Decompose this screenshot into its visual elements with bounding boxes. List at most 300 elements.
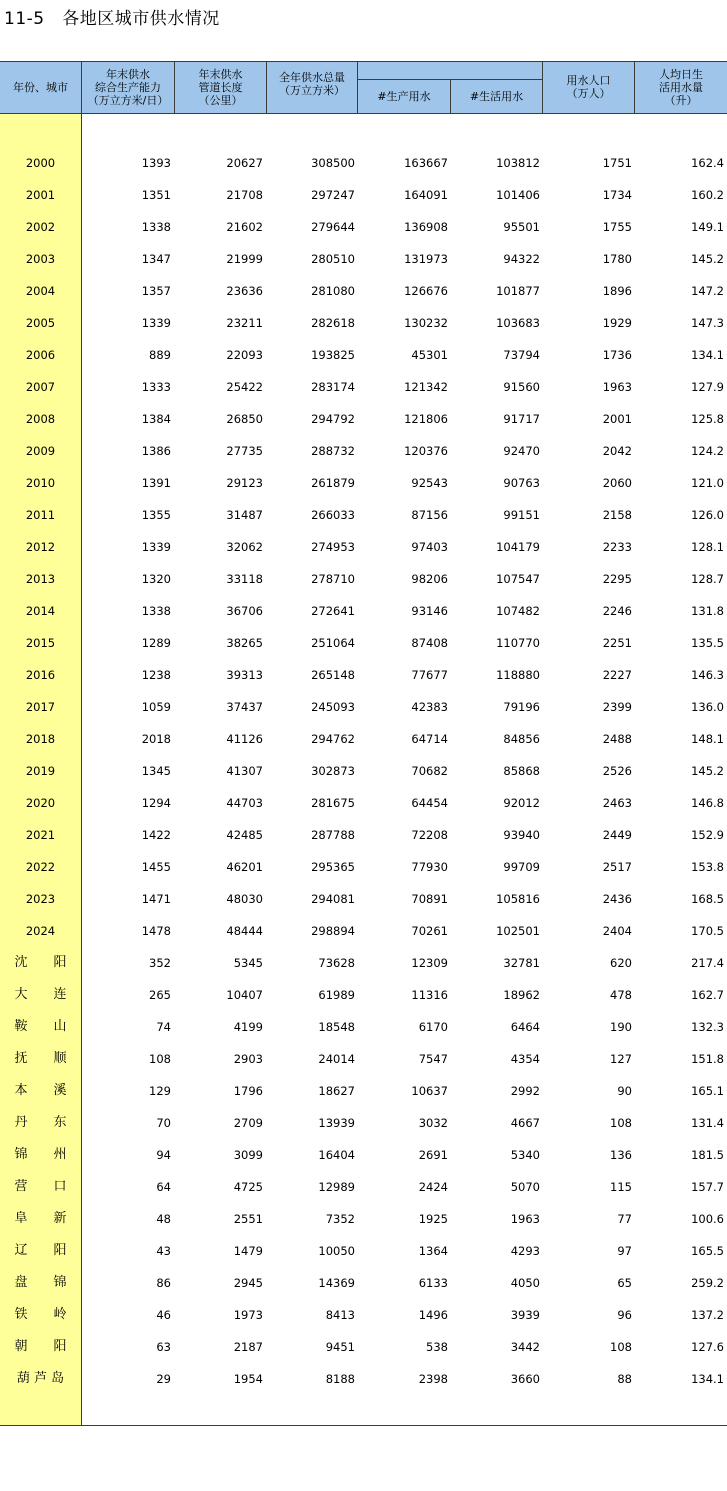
total-cell: 16404 [318,1148,355,1162]
production-cell: 3032 [418,1116,448,1130]
domestic-cell: 104179 [496,540,540,554]
pipeline-cell: 41126 [226,732,263,746]
domestic-cell: 99151 [503,508,540,522]
domestic-cell: 4667 [510,1116,540,1130]
table-row [0,595,727,627]
population-cell: 2404 [602,924,632,938]
production-cell: 1925 [418,1212,448,1226]
population-cell: 2246 [602,604,632,618]
domestic-cell: 4354 [510,1052,540,1066]
per-capita-cell: 153.8 [691,860,724,874]
population-cell: 1736 [602,348,632,362]
population-cell: 1780 [602,252,632,266]
per-capita-cell: 136.0 [691,700,724,714]
total-cell: 302873 [311,764,355,778]
domestic-cell: 103683 [496,316,540,330]
header-domestic: #生活用水 [469,90,524,103]
production-cell: 64454 [411,796,448,810]
capacity-cell: 1386 [141,444,171,458]
city-label: 阜 新 [14,1211,67,1226]
per-capita-cell: 162.7 [691,988,724,1002]
population-cell: 2295 [602,572,632,586]
total-cell: 9451 [325,1340,355,1354]
table-row [0,1363,727,1395]
header-population: 用水人口 （万人） [566,74,611,100]
table-row [0,147,727,179]
per-capita-cell: 127.6 [691,1340,724,1354]
year-label: 2004 [25,284,56,298]
total-cell: 8188 [325,1372,355,1386]
pipeline-cell: 48444 [226,924,263,938]
total-cell: 261879 [311,476,355,490]
table-row [0,211,727,243]
total-cell: 13939 [318,1116,355,1130]
population-cell: 2526 [602,764,632,778]
city-label: 葫 芦 岛 [16,1371,65,1386]
per-capita-cell: 149.1 [691,220,724,234]
table-row [0,531,727,563]
capacity-cell: 1333 [141,380,171,394]
production-cell: 538 [426,1340,448,1354]
domestic-cell: 79196 [503,700,540,714]
per-capita-cell: 131.8 [691,604,724,618]
population-cell: 1896 [602,284,632,298]
table-row [0,1299,727,1331]
table-row [0,915,727,947]
pipeline-cell: 20627 [226,156,263,170]
table-row [0,307,727,339]
total-cell: 279644 [311,220,355,234]
total-cell: 266033 [311,508,355,522]
per-capita-cell: 168.5 [691,892,724,906]
population-cell: 1929 [602,316,632,330]
total-cell: 274953 [311,540,355,554]
population-cell: 2517 [602,860,632,874]
production-cell: 92543 [411,476,448,490]
production-cell: 11316 [411,988,448,1002]
domestic-cell: 107547 [496,572,540,586]
pipeline-cell: 33118 [226,572,263,586]
pipeline-cell: 1479 [233,1244,263,1258]
capacity-cell: 86 [156,1276,171,1290]
table-row [0,979,727,1011]
per-capita-cell: 132.3 [691,1020,724,1034]
domestic-cell: 5340 [510,1148,540,1162]
pipeline-cell: 1973 [233,1308,263,1322]
pipeline-cell: 2903 [233,1052,263,1066]
city-label: 铁 岭 [14,1307,67,1322]
per-capita-cell: 134.1 [691,348,724,362]
pipeline-cell: 29123 [226,476,263,490]
production-cell: 77930 [411,860,448,874]
domestic-cell: 90763 [503,476,540,490]
capacity-cell: 1238 [141,668,171,682]
production-cell: 7547 [418,1052,448,1066]
domestic-cell: 84856 [503,732,540,746]
pipeline-cell: 5345 [233,956,263,970]
production-cell: 10637 [411,1084,448,1098]
pipeline-cell: 46201 [226,860,263,874]
table-row [0,499,727,531]
header-year-city: 年份、城市 [13,80,68,94]
domestic-cell: 3939 [510,1308,540,1322]
production-cell: 130232 [404,316,448,330]
per-capita-cell: 151.8 [691,1052,724,1066]
total-cell: 7352 [325,1212,355,1226]
population-cell: 115 [610,1180,632,1194]
pipeline-cell: 21602 [226,220,263,234]
domestic-cell: 92470 [503,444,540,458]
total-cell: 14369 [318,1276,355,1290]
year-label: 2020 [25,796,56,810]
pipeline-cell: 27735 [226,444,263,458]
domestic-cell: 18962 [503,988,540,1002]
table-row [0,883,727,915]
pipeline-cell: 32062 [226,540,263,554]
per-capita-cell: 145.2 [691,764,724,778]
total-cell: 294081 [311,892,355,906]
capacity-cell: 1391 [141,476,171,490]
capacity-cell: 1345 [141,764,171,778]
table-row [0,627,727,659]
total-cell: 245093 [311,700,355,714]
per-capita-cell: 147.2 [691,284,724,298]
header-divider [174,61,175,113]
pipeline-cell: 4199 [233,1020,263,1034]
table-row [0,467,727,499]
domestic-cell: 103812 [496,156,540,170]
year-label: 2007 [25,380,56,394]
production-cell: 120376 [404,444,448,458]
capacity-cell: 70 [156,1116,171,1130]
total-cell: 298894 [311,924,355,938]
table-row [0,563,727,595]
year-label: 2024 [25,924,56,938]
domestic-cell: 102501 [496,924,540,938]
per-capita-cell: 128.7 [691,572,724,586]
table-row [0,1139,727,1171]
city-label: 朝 阳 [14,1339,67,1354]
table-row [0,947,727,979]
pipeline-cell: 3099 [233,1148,263,1162]
capacity-cell: 1320 [141,572,171,586]
domestic-cell: 73794 [503,348,540,362]
capacity-cell: 1478 [141,924,171,938]
production-cell: 70261 [411,924,448,938]
city-label: 沈 阳 [14,955,67,970]
domestic-cell: 101877 [496,284,540,298]
table-row [0,787,727,819]
capacity-cell: 1355 [141,508,171,522]
table-row [0,275,727,307]
pipeline-cell: 42485 [226,828,263,842]
population-cell: 127 [610,1052,632,1066]
domestic-cell: 2992 [510,1084,540,1098]
population-cell: 2001 [602,412,632,426]
capacity-cell: 1384 [141,412,171,426]
population-cell: 2158 [602,508,632,522]
table-row [0,755,727,787]
total-cell: 278710 [311,572,355,586]
header-divider [357,61,358,113]
city-label: 辽 阳 [14,1243,67,1258]
year-label: 2019 [25,764,56,778]
per-capita-cell: 259.2 [691,1276,724,1290]
total-cell: 24014 [318,1052,355,1066]
total-cell: 10050 [318,1244,355,1258]
population-cell: 2463 [602,796,632,810]
production-cell: 87156 [411,508,448,522]
per-capita-cell: 125.8 [691,412,724,426]
per-capita-cell: 131.4 [691,1116,724,1130]
city-label: 鞍 山 [14,1019,67,1034]
year-label: 2016 [25,668,56,682]
per-capita-cell: 147.3 [691,316,724,330]
population-cell: 108 [610,1340,632,1354]
header-capacity: 年末供水 综合生产能力 （万立方米/日） [87,67,169,107]
pipeline-cell: 1796 [233,1084,263,1098]
population-cell: 190 [610,1020,632,1034]
total-cell: 280510 [311,252,355,266]
capacity-cell: 1338 [141,604,171,618]
total-cell: 18627 [318,1084,355,1098]
population-cell: 2399 [602,700,632,714]
total-cell: 265148 [311,668,355,682]
production-cell: 93146 [411,604,448,618]
year-label: 2023 [25,892,56,906]
per-capita-cell: 124.2 [691,444,724,458]
capacity-cell: 889 [149,348,171,362]
city-label: 盘 锦 [14,1275,67,1290]
pipeline-cell: 2187 [233,1340,263,1354]
per-capita-cell: 152.9 [691,828,724,842]
table-row [0,371,727,403]
population-cell: 2449 [602,828,632,842]
total-cell: 251064 [311,636,355,650]
per-capita-cell: 157.7 [691,1180,724,1194]
pipeline-cell: 37437 [226,700,263,714]
production-cell: 70682 [411,764,448,778]
per-capita-cell: 135.5 [691,636,724,650]
table-row [0,403,727,435]
capacity-cell: 43 [156,1244,171,1258]
domestic-cell: 105816 [496,892,540,906]
table-row [0,819,727,851]
production-cell: 97403 [411,540,448,554]
per-capita-cell: 134.1 [691,1372,724,1386]
pipeline-cell: 36706 [226,604,263,618]
capacity-cell: 1338 [141,220,171,234]
city-label: 丹 东 [14,1115,67,1130]
year-label: 2012 [25,540,56,554]
capacity-cell: 1357 [141,284,171,298]
total-cell: 193825 [311,348,355,362]
population-cell: 1755 [602,220,632,234]
header-production: #生产用水 [377,90,431,103]
pipeline-cell: 2709 [233,1116,263,1130]
pipeline-cell: 4725 [233,1180,263,1194]
production-cell: 136908 [404,220,448,234]
year-label: 2008 [25,412,56,426]
table-row [0,1267,727,1299]
per-capita-cell: 165.1 [691,1084,724,1098]
domestic-cell: 85868 [503,764,540,778]
domestic-cell: 110770 [496,636,540,650]
year-label: 2009 [25,444,56,458]
table-row [0,1075,727,1107]
domestic-cell: 92012 [503,796,540,810]
capacity-cell: 1289 [141,636,171,650]
capacity-cell: 129 [149,1084,171,1098]
header-pipeline: 年末供水 管道长度 （公里） [198,67,243,107]
population-cell: 1963 [602,380,632,394]
pipeline-cell: 23636 [226,284,263,298]
production-cell: 42383 [411,700,448,714]
per-capita-cell: 100.6 [691,1212,724,1226]
production-cell: 87408 [411,636,448,650]
domestic-cell: 93940 [503,828,540,842]
table-row [0,1171,727,1203]
production-cell: 64714 [411,732,448,746]
capacity-cell: 1347 [141,252,171,266]
per-capita-cell: 170.5 [691,924,724,938]
header-total: 全年供水总量 （万立方米） [279,71,345,97]
total-cell: 272641 [311,604,355,618]
city-label: 抚 顺 [14,1051,67,1066]
production-cell: 1364 [418,1244,448,1258]
per-capita-cell: 128.1 [691,540,724,554]
population-cell: 77 [617,1212,632,1226]
production-cell: 2691 [418,1148,448,1162]
year-label: 2010 [25,476,56,490]
capacity-cell: 48 [156,1212,171,1226]
capacity-cell: 1059 [141,700,171,714]
capacity-cell: 46 [156,1308,171,1322]
domestic-cell: 4293 [510,1244,540,1258]
domestic-cell: 99709 [503,860,540,874]
total-cell: 287788 [311,828,355,842]
domestic-cell: 4050 [510,1276,540,1290]
year-label: 2011 [25,508,56,522]
production-cell: 77677 [411,668,448,682]
capacity-cell: 74 [156,1020,171,1034]
production-cell: 2398 [418,1372,448,1386]
capacity-cell: 265 [149,988,171,1002]
table-row [0,179,727,211]
per-capita-cell: 160.2 [691,188,724,202]
pipeline-cell: 2945 [233,1276,263,1290]
per-capita-cell: 145.2 [691,252,724,266]
table-row [0,1235,727,1267]
per-capita-cell: 127.9 [691,380,724,394]
production-cell: 72208 [411,828,448,842]
table-row [0,435,727,467]
population-cell: 2042 [602,444,632,458]
population-cell: 2060 [602,476,632,490]
table-bottom-rule [0,1425,727,1426]
capacity-cell: 1422 [141,828,171,842]
city-label: 大 连 [14,987,67,1002]
header-divider [450,79,451,113]
per-capita-cell: 148.1 [691,732,724,746]
header-bottom-rule [0,113,727,114]
domestic-cell: 5070 [510,1180,540,1194]
population-cell: 88 [617,1372,632,1386]
population-cell: 2233 [602,540,632,554]
pipeline-cell: 21999 [226,252,263,266]
production-cell: 163667 [404,156,448,170]
population-cell: 97 [617,1244,632,1258]
production-cell: 164091 [404,188,448,202]
capacity-cell: 1471 [141,892,171,906]
domestic-cell: 91717 [503,412,540,426]
pipeline-cell: 2551 [233,1212,263,1226]
pipeline-cell: 39313 [226,668,263,682]
table-row [0,659,727,691]
capacity-cell: 1294 [141,796,171,810]
year-label: 2021 [25,828,56,842]
production-cell: 121342 [404,380,448,394]
domestic-cell: 3660 [510,1372,540,1386]
production-cell: 98206 [411,572,448,586]
capacity-cell: 1339 [141,540,171,554]
per-capita-cell: 217.4 [691,956,724,970]
population-cell: 2251 [602,636,632,650]
production-cell: 70891 [411,892,448,906]
year-label: 2006 [25,348,56,362]
domestic-cell: 6464 [510,1020,540,1034]
population-cell: 2488 [602,732,632,746]
production-cell: 126676 [404,284,448,298]
table-row [0,1203,727,1235]
capacity-cell: 1393 [141,156,171,170]
population-cell: 1734 [602,188,632,202]
per-capita-cell: 121.0 [691,476,724,490]
population-cell: 2227 [602,668,632,682]
population-cell: 2436 [602,892,632,906]
population-cell: 1751 [602,156,632,170]
table-row [0,851,727,883]
table-row [0,1043,727,1075]
header-divider [266,61,267,113]
city-label: 营 口 [14,1179,67,1194]
year-label: 2002 [25,220,56,234]
pipeline-cell: 21708 [226,188,263,202]
production-cell: 6170 [418,1020,448,1034]
city-label: 锦 州 [14,1147,67,1162]
total-cell: 288732 [311,444,355,458]
production-cell: 12309 [411,956,448,970]
per-capita-cell: 146.3 [691,668,724,682]
capacity-cell: 1339 [141,316,171,330]
table-row [0,243,727,275]
per-capita-cell: 162.4 [691,156,724,170]
header-per-capita: 人均日生 活用水量 （升） [659,67,703,107]
page-title: 11-5 各地区城市供水情况 [4,9,220,29]
production-cell: 1496 [418,1308,448,1322]
capacity-cell: 2018 [141,732,171,746]
year-label: 2015 [25,636,56,650]
production-cell: 2424 [418,1180,448,1194]
domestic-cell: 118880 [496,668,540,682]
domestic-cell: 3442 [510,1340,540,1354]
total-cell: 18548 [318,1020,355,1034]
year-label: 2003 [25,252,56,266]
domestic-cell: 94322 [503,252,540,266]
total-cell: 295365 [311,860,355,874]
pipeline-cell: 44703 [226,796,263,810]
capacity-cell: 29 [156,1372,171,1386]
